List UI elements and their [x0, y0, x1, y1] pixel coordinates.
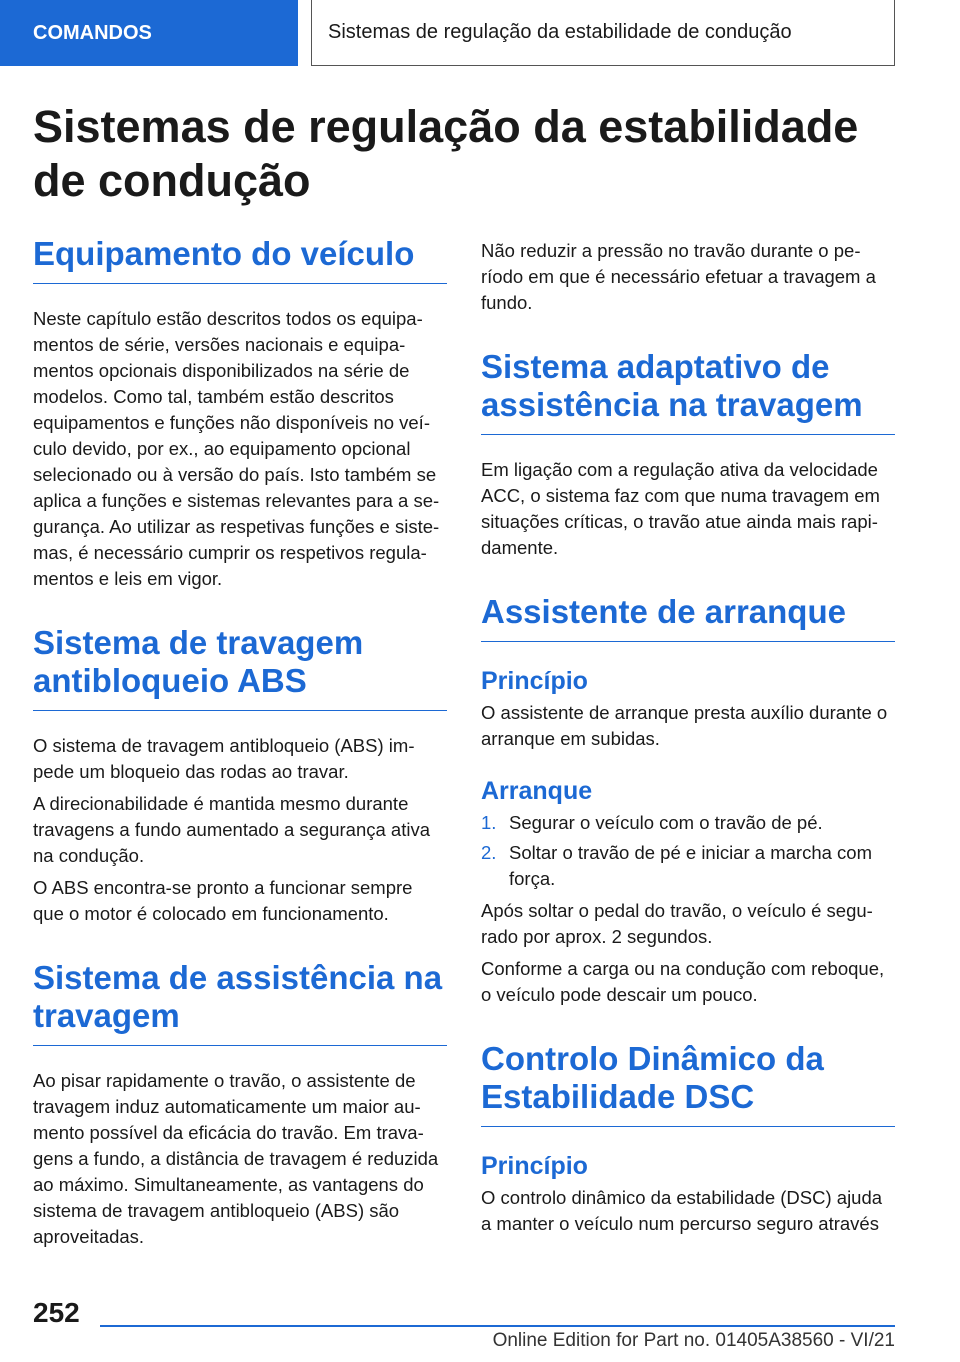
- section-tab: [0, 0, 298, 66]
- paragraph: Não reduzir a pressão no travão durante o período em que é necessário efetuar a travagem a fundo.: [481, 240, 876, 313]
- page-number: 252: [33, 1297, 80, 1328]
- step-number: 1.: [481, 812, 497, 833]
- paragraph: A direcionabilidade é mantida mesmo durante travagens a fundo aumentado a segurança ativa na condução.: [33, 793, 431, 866]
- paragraph: Ao pisar rapidamente o travão, o assistente de travagem induz automaticamente um maior aumento possível da eficácia do travão. Em travagens a fundo, a distância de travagem é reduzida ao máximo. Simultaneamente, as vantagens do sistema de travagem antibloqueio (ABS) são aproveitadas.: [33, 1070, 439, 1247]
- paragraph: Neste capítulo estão descritos todos os equipamentos de série, versões nacionais e equipamentos opcionais disponibilizados na série de modelos. Como tal, também estão descritos equipamentos e funções não disponíveis no veículo devido, por ex., ao equipamento opcional selecionado ou à versão do país. Isto também se aplica a funções e sistemas relevantes para a segurança. Ao utilizar as respetivas funções e sistemas, é necessário cumprir os respetivos regulamentos e leis em vigor.: [33, 308, 440, 589]
- steps-list: [481, 810, 895, 892]
- step-text: Soltar o travão de pé e iniciar a marcha com força.: [509, 842, 872, 889]
- paragraph: O sistema de travagem antibloqueio (ABS) impede um bloqueio das rodas ao travar.: [33, 735, 415, 782]
- chapter-header: [311, 0, 895, 66]
- heading-arranque: Assistente de arranque: [481, 593, 895, 642]
- list-item: [481, 840, 895, 892]
- paragraph: O ABS encontra-se pronto a funcionar sempre que o motor é colocado em funcionamento.: [33, 877, 413, 924]
- chapter-title: Sistemas de regulação da estabilidade de condução: [328, 21, 792, 43]
- page-title: Sistemas de regulação da estabilidade de condução: [33, 101, 859, 206]
- paragraph: Após soltar o pedal do travão, o veículo é segurado por aprox. 2 segundos.: [481, 900, 873, 947]
- paragraph: O assistente de arranque presta auxílio durante o arranque em subidas.: [481, 702, 888, 749]
- list-item: [481, 810, 895, 836]
- subheading-principio: Princípio: [481, 667, 588, 695]
- right-column: [481, 238, 895, 1243]
- paragraph: O controlo dinâmico da estabilidade (DSC) ajuda a manter o veículo num percurso seguro através: [481, 1187, 883, 1234]
- heading-assistencia-travagem: Sistema de assistência na travagem: [33, 959, 447, 1046]
- footer-divider: [100, 1325, 895, 1327]
- heading-equipamento: Equipamento do veículo: [33, 235, 447, 284]
- section-label: COMANDOS: [33, 21, 152, 44]
- step-text: Segurar o veículo com o travão de pé.: [509, 812, 823, 833]
- paragraph: Conforme a carga ou na condução com reboque, o veículo pode descair um pouco.: [481, 958, 885, 1005]
- step-number: 2.: [481, 842, 497, 863]
- heading-abs: Sistema de travagem antibloqueio ABS: [33, 624, 447, 711]
- heading-dsc: Controlo Dinâmico da Estabilidade DSC: [481, 1040, 895, 1127]
- heading-adaptativo: Sistema adaptativo de assistência na travagem: [481, 348, 895, 435]
- footer-edition: Online Edition for Part no. 01405A38560 - VI/21: [492, 1330, 895, 1351]
- subheading-principio: Princípio: [481, 1152, 588, 1180]
- paragraph: Em ligação com a regulação ativa da velocidade ACC, o sistema faz com que numa travagem em situações críticas, o travão atue ainda mais rapidamente.: [481, 459, 880, 558]
- left-column: [33, 235, 447, 1256]
- subheading-arranque: Arranque: [481, 777, 593, 805]
